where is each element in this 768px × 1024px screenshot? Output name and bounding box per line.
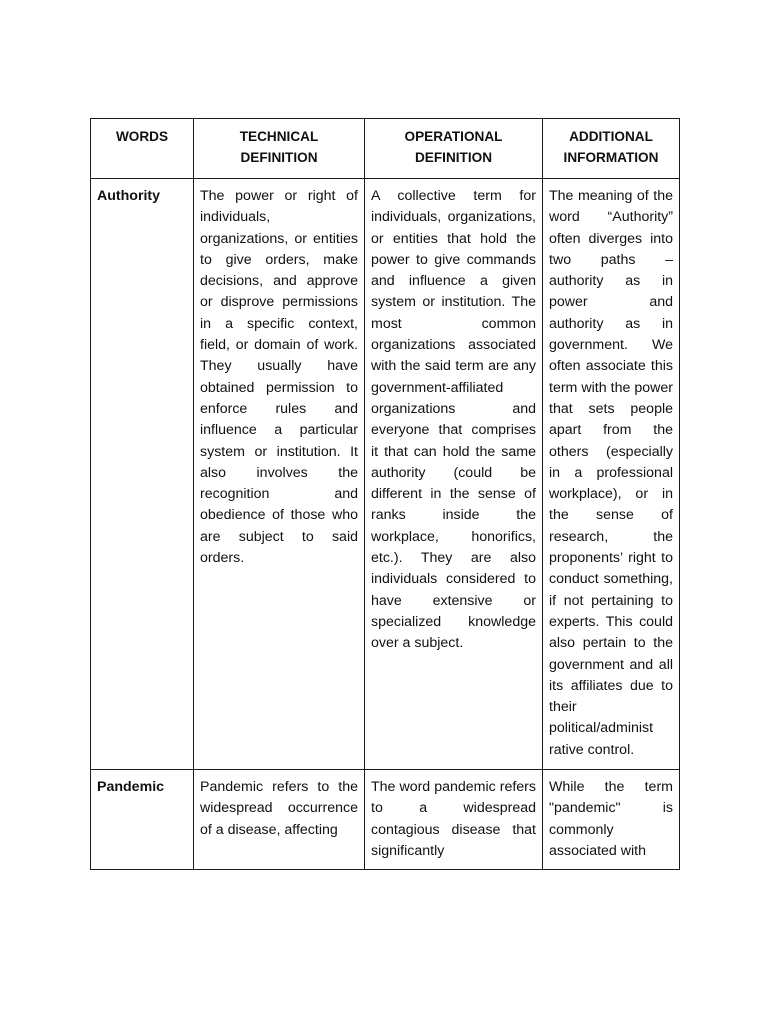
- additional-information-text: The meaning of the word “Authority” often diverges into two paths – authority as in power and authority as in government. We often associate this term with the power that sets people apart from the others (especially in a professional workplace), or in the sense of research, the proponents’ right to conduct something, if not pertaining to experts. This could also pertain to the government and all its affiliates due to their political/administ rative control.: [549, 188, 673, 758]
- additional-information-text: While the term "pandemic" is commonly associated with: [549, 779, 673, 859]
- header-operational-definition: OPERATIONAL DEFINITION: [365, 119, 543, 179]
- definitions-table: [90, 118, 680, 870]
- technical-definition-pandemic: [194, 770, 365, 870]
- header-additional-information: ADDITIONAL INFORMATION: [543, 119, 680, 179]
- additional-information-pandemic: [543, 770, 680, 870]
- header-row: [91, 119, 680, 179]
- header-technical-definition: TECHNICAL DEFINITION: [194, 119, 365, 179]
- technical-definition-authority: [194, 179, 365, 770]
- additional-information-authority: [543, 179, 680, 770]
- operational-definition-text: A collective term for individuals, organizations, or entities that hold the power to give commands and influence a given system or institution. The most common organizations associated with the said term are any government-affiliated organizations and everyone that comprises it that can hold the same authority (could be different in the sense of ranks inside the workplace, honorifics, etc.). They are also individuals considered to have extensive or specialized knowledge over a subject.: [371, 188, 536, 652]
- header-words: WORDS: [91, 119, 194, 179]
- operational-definition-pandemic: [365, 770, 543, 870]
- technical-definition-text: Pandemic refers to the widespread occurrence of a disease, affecting: [200, 779, 358, 838]
- term-authority: Authority: [91, 179, 194, 770]
- table-row-pandemic: [91, 770, 680, 870]
- term-pandemic: Pandemic: [91, 770, 194, 870]
- technical-definition-text: The power or right of individuals, organizations, or entities to give orders, make decisions, and approve or disprove permissions in a specific context, field, or domain of work. They usually have obtained permission to enforce rules and influence a particular system or institution. It also involves the recognition and obedience of those who are subject to said orders.: [200, 188, 358, 567]
- table-header: [91, 119, 680, 179]
- table-body: [91, 179, 680, 870]
- operational-definition-text: The word pandemic refers to a widespread contagious disease that significantly: [371, 779, 536, 859]
- table-row-authority: [91, 179, 680, 770]
- operational-definition-authority: [365, 179, 543, 770]
